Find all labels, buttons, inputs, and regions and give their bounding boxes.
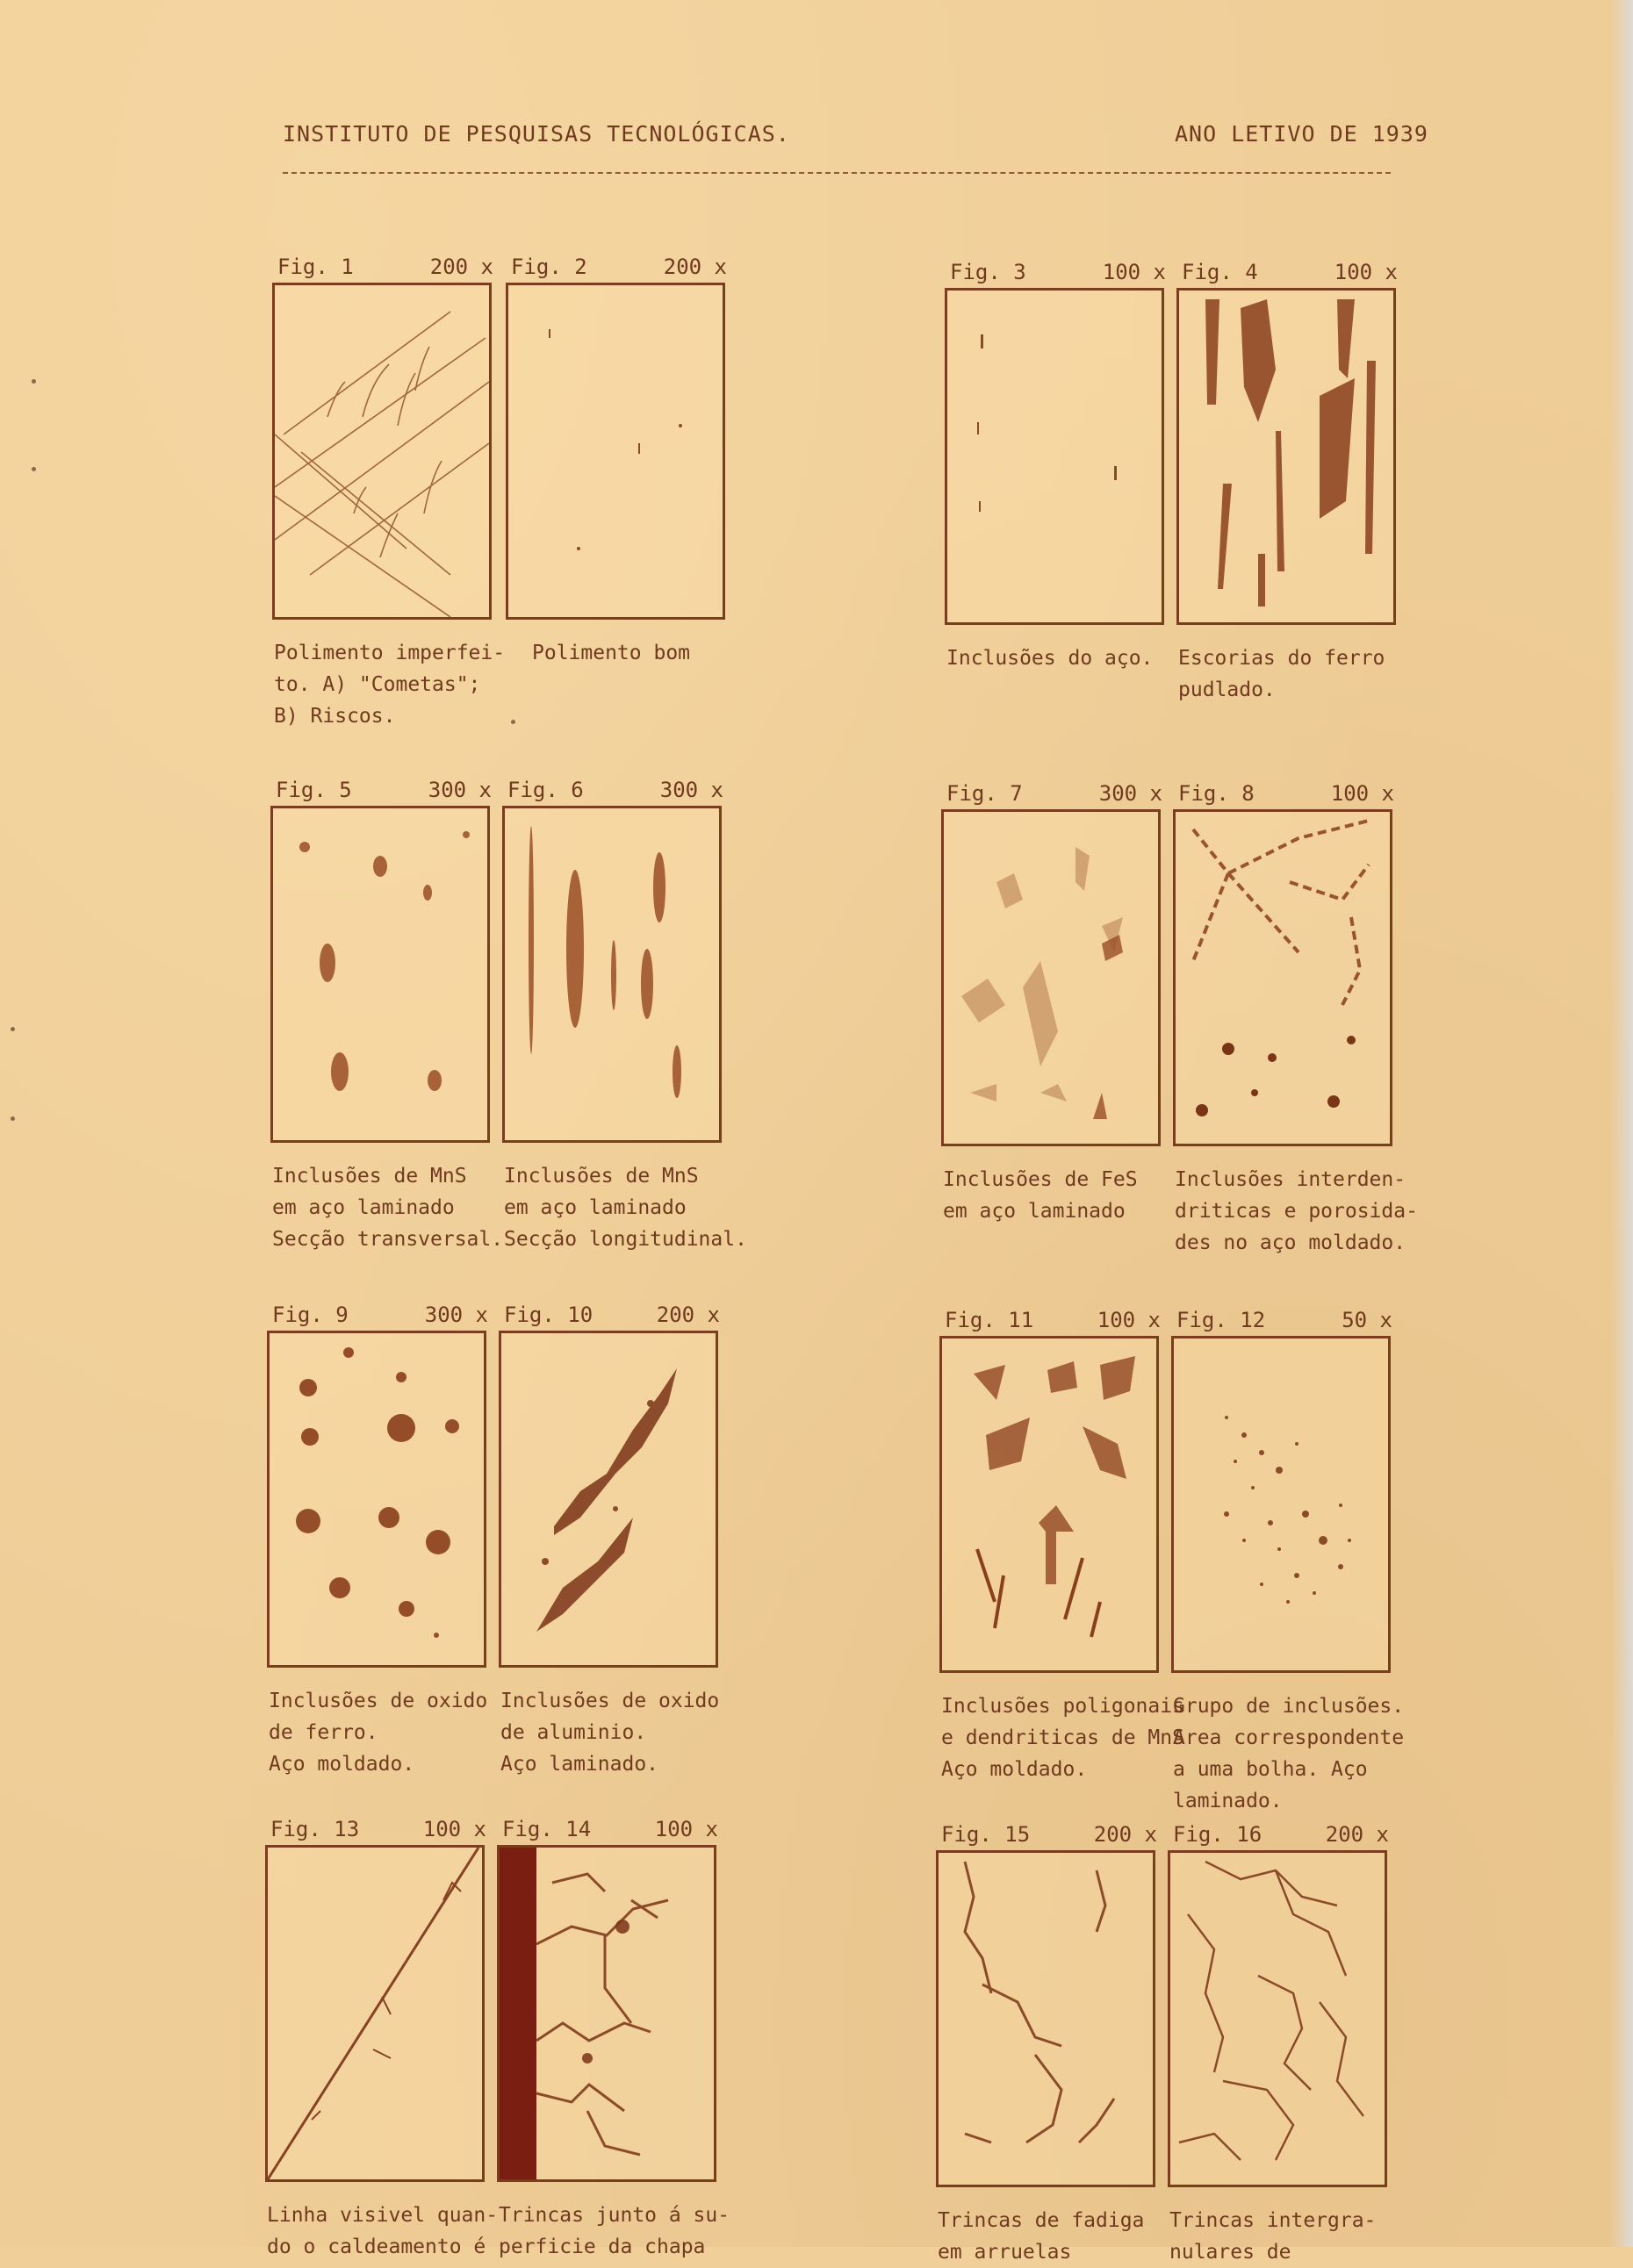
page-edge bbox=[1610, 0, 1633, 2247]
figure-caption: Grupo de inclusões. Area correspondente a uma bolha. Aço laminado. bbox=[1173, 1695, 1405, 1812]
figure-caption: Inclusões de MnS em aço laminado Secção transversal. bbox=[272, 1165, 504, 1251]
paper-speck bbox=[11, 1027, 15, 1031]
micrograph-frame bbox=[939, 1336, 1159, 1673]
figure-label: Fig. 11 bbox=[945, 1308, 1034, 1332]
figure-label: Fig. 12 bbox=[1176, 1308, 1266, 1332]
figure-magnification: 300 x bbox=[428, 778, 492, 802]
micrograph-frame bbox=[267, 1331, 486, 1668]
micrograph-weld-line bbox=[268, 1848, 482, 2179]
figure-magnification: 300 x bbox=[1098, 781, 1162, 806]
micrograph-inclusions bbox=[947, 291, 1162, 622]
micrograph-frame bbox=[1176, 288, 1396, 625]
micrograph-frame bbox=[272, 283, 492, 620]
figure-caption: Escorias do ferro pudlado. bbox=[1178, 647, 1385, 701]
micrograph-fatigue-cracks bbox=[939, 1853, 1153, 2185]
figure-caption: Polimento imperfei- to. A) "Cometas"; B) Riscos. bbox=[274, 642, 506, 728]
figure-magnification: 300 x bbox=[424, 1303, 488, 1327]
micrograph-fes bbox=[944, 812, 1158, 1144]
figure-label: Fig. 2 bbox=[511, 255, 587, 279]
figure-magnification: 50 x bbox=[1342, 1308, 1392, 1332]
micrograph-interdendritic bbox=[1176, 812, 1390, 1144]
figure-caption: Inclusões de MnS em aço laminado Secção longitudinal. bbox=[504, 1165, 747, 1251]
figure-caption: Inclusões de oxido de ferro. Aço moldado. bbox=[269, 1690, 488, 1776]
micrograph-polygonal bbox=[942, 1339, 1156, 1670]
figure-caption: Linha visivel quan- do o caldeamento é bbox=[267, 2204, 499, 2258]
header-rule bbox=[283, 172, 1391, 174]
figure-label: Fig. 7 bbox=[946, 781, 1023, 806]
micrograph-iron-oxide bbox=[270, 1333, 484, 1665]
micrograph-clean bbox=[508, 285, 723, 617]
figure-caption: Inclusões interden- driticas e porosida- des no aço moldado. bbox=[1175, 1168, 1418, 1254]
figure-magnification: 200 x bbox=[1093, 1822, 1157, 1847]
micrograph-frame bbox=[265, 1845, 485, 2182]
figure-magnification: 300 x bbox=[659, 778, 723, 802]
micrograph-intergranular-cracks bbox=[1170, 1853, 1385, 2185]
figure-label: Fig. 10 bbox=[504, 1303, 593, 1327]
figure-caption: Inclusões do aço. bbox=[946, 647, 1154, 670]
figure-caption: Polimento bom bbox=[532, 642, 691, 664]
micrograph-frame bbox=[941, 809, 1161, 1146]
figure-magnification: 100 x bbox=[422, 1817, 486, 1841]
micrograph-frame bbox=[936, 1850, 1155, 2187]
figure-magnification: 200 x bbox=[1325, 1822, 1389, 1847]
figure-magnification: 200 x bbox=[429, 255, 493, 279]
micrograph-frame bbox=[1171, 1336, 1391, 1673]
figure-magnification: 200 x bbox=[656, 1303, 720, 1327]
institution-header: INSTITUTO DE PESQUISAS TECNOLÓGICAS. bbox=[283, 121, 790, 147]
micrograph-frame bbox=[270, 806, 490, 1143]
figure-label: Fig. 4 bbox=[1182, 260, 1258, 284]
figure-label: Fig. 16 bbox=[1173, 1822, 1263, 1847]
micrograph-mns-transverse bbox=[273, 808, 487, 1140]
figure-magnification: 100 x bbox=[1097, 1308, 1161, 1332]
paper-speck bbox=[11, 1116, 15, 1121]
figure-caption: Trincas de fadiga em arruelas bbox=[938, 2209, 1145, 2264]
micrograph-bubble-group bbox=[1174, 1339, 1388, 1670]
paper-speck bbox=[32, 379, 36, 384]
figure-magnification: 100 x bbox=[1334, 260, 1398, 284]
micrograph-frame bbox=[1168, 1850, 1387, 2187]
figure-label: Fig. 8 bbox=[1178, 781, 1255, 806]
micrograph-slag bbox=[1179, 291, 1393, 622]
figure-magnification: 100 x bbox=[1330, 781, 1394, 806]
figure-label: Fig. 9 bbox=[272, 1303, 349, 1327]
figure-caption: Inclusões de oxido de aluminio. Aço laminado. bbox=[500, 1690, 720, 1776]
figure-caption: Inclusões de FeS em aço laminado bbox=[943, 1168, 1138, 1223]
academic-year-header: ANO LETIVO DE 1939 bbox=[1175, 121, 1428, 147]
paper-speck bbox=[32, 467, 36, 471]
micrograph-surface-cracks bbox=[500, 1848, 714, 2179]
micrograph-scratches bbox=[275, 285, 489, 617]
micrograph-frame bbox=[506, 283, 725, 620]
figure-label: Fig. 1 bbox=[277, 255, 354, 279]
figure-magnification: 200 x bbox=[663, 255, 727, 279]
figure-label: Fig. 3 bbox=[950, 260, 1026, 284]
figure-magnification: 100 x bbox=[654, 1817, 718, 1841]
figure-label: Fig. 6 bbox=[507, 778, 584, 802]
figure-caption: Inclusões poligonais e dendriticas de MnS Aço moldado. bbox=[941, 1695, 1184, 1781]
figure-label: Fig. 5 bbox=[276, 778, 352, 802]
micrograph-mns-longitudinal bbox=[505, 808, 719, 1140]
figure-label: Fig. 14 bbox=[502, 1817, 592, 1841]
figure-magnification: 100 x bbox=[1102, 260, 1166, 284]
micrograph-frame bbox=[497, 1845, 716, 2182]
micrograph-frame bbox=[945, 288, 1164, 625]
micrograph-frame bbox=[1173, 809, 1392, 1146]
figure-label: Fig. 13 bbox=[270, 1817, 360, 1841]
figure-caption: Trincas intergra- nulares de bbox=[1169, 2209, 1377, 2264]
micrograph-aluminium-oxide bbox=[501, 1333, 716, 1665]
micrograph-frame bbox=[502, 806, 722, 1143]
figure-caption: Trincas junto á su- perficie da chapa bbox=[499, 2204, 730, 2258]
micrograph-frame bbox=[499, 1331, 718, 1668]
figure-label: Fig. 15 bbox=[941, 1822, 1031, 1847]
